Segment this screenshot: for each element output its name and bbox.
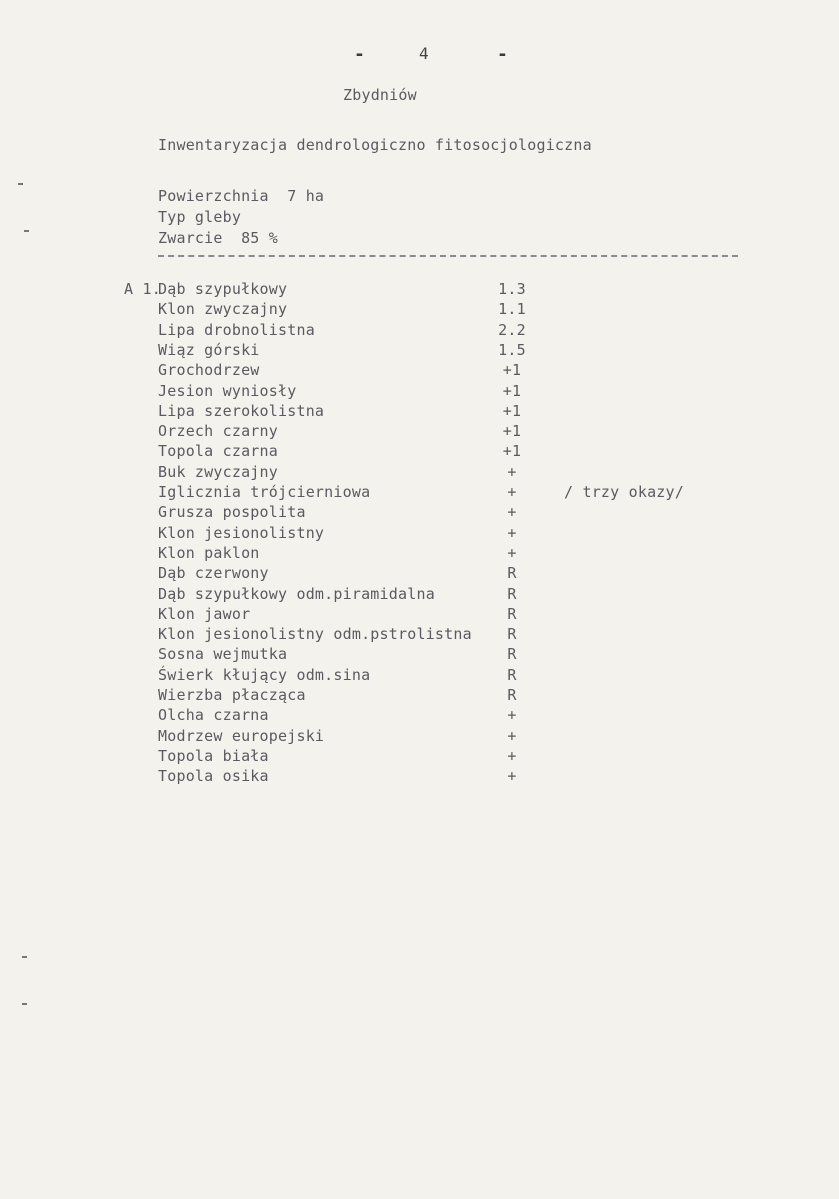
abundance-value: 2.2 (498, 321, 526, 339)
species-name: Wiąz górski (158, 341, 260, 359)
separator-rule (158, 255, 738, 257)
species-note: / trzy okazy/ (564, 483, 684, 501)
abundance-value: 1.3 (498, 280, 526, 298)
abundance-value: +1 (502, 422, 522, 440)
species-name: Dąb szypułkowy odm.piramidalna (158, 585, 435, 603)
species-name: Świerk kłujący odm.sina (158, 666, 371, 684)
species-name: Grochodrzew (158, 361, 260, 379)
species-name: Sosna wejmutka (158, 645, 288, 663)
abundance-value: + (507, 483, 517, 501)
abundance-value: +1 (502, 361, 522, 379)
species-name: Modrzew europejski (158, 727, 325, 745)
abundance-value: + (507, 503, 517, 521)
document-title: Inwentaryzacja dendrologiczno fitosocjologiczna (158, 136, 592, 154)
header-dash-left: - (354, 44, 366, 65)
scan-mark (22, 956, 27, 958)
species-name: Dąb szypułkowy (158, 280, 288, 298)
abundance-value: R (507, 585, 517, 603)
abundance-value: R (507, 625, 517, 643)
abundance-value: +1 (502, 402, 522, 420)
species-name: Klon zwyczajny (158, 300, 288, 318)
species-name: Iglicznia trójcierniowa (158, 483, 371, 501)
scan-mark (22, 1003, 27, 1005)
site-area: Powierzchnia 7 ha (158, 187, 325, 205)
abundance-value: R (507, 564, 517, 582)
scan-mark (24, 230, 29, 232)
species-name: Klon jawor (158, 605, 251, 623)
abundance-value: R (507, 605, 517, 623)
species-name: Topola biała (158, 747, 269, 765)
header-dash-right: - (497, 44, 509, 65)
abundance-value: + (507, 706, 517, 724)
abundance-value: + (507, 727, 517, 745)
species-name: Wierzba płacząca (158, 686, 306, 704)
list-prefix: A 1. (124, 280, 161, 298)
abundance-value: 1.1 (498, 300, 526, 318)
site-canopy-closure: Zwarcie 85 % (158, 229, 278, 247)
abundance-value: R (507, 645, 517, 663)
species-name: Orzech czarny (158, 422, 278, 440)
species-name: Jesion wyniosły (158, 382, 297, 400)
abundance-value: +1 (502, 442, 522, 460)
species-name: Grusza pospolita (158, 503, 306, 521)
abundance-value: 1.5 (498, 341, 526, 359)
place-name: Zbydniów (343, 86, 417, 104)
species-name: Topola czarna (158, 442, 278, 460)
site-soil-type: Typ gleby (158, 208, 242, 226)
abundance-value: R (507, 666, 517, 684)
abundance-value: + (507, 767, 517, 785)
species-name: Klon paklon (158, 544, 260, 562)
species-name: Olcha czarna (158, 706, 269, 724)
abundance-value: + (507, 524, 517, 542)
abundance-value: + (507, 544, 517, 562)
abundance-value: +1 (502, 382, 522, 400)
abundance-value: + (507, 747, 517, 765)
species-name: Dąb czerwony (158, 564, 269, 582)
species-name: Buk zwyczajny (158, 463, 278, 481)
species-name: Klon jesionolistny (158, 524, 325, 542)
abundance-value: R (507, 686, 517, 704)
page-number: 4 (419, 44, 429, 63)
scan-mark (18, 183, 23, 185)
species-name: Klon jesionolistny odm.pstrolistna (158, 625, 472, 643)
species-name: Topola osika (158, 767, 269, 785)
abundance-value: + (507, 463, 517, 481)
species-name: Lipa drobnolistna (158, 321, 315, 339)
species-name: Lipa szerokolistna (158, 402, 325, 420)
